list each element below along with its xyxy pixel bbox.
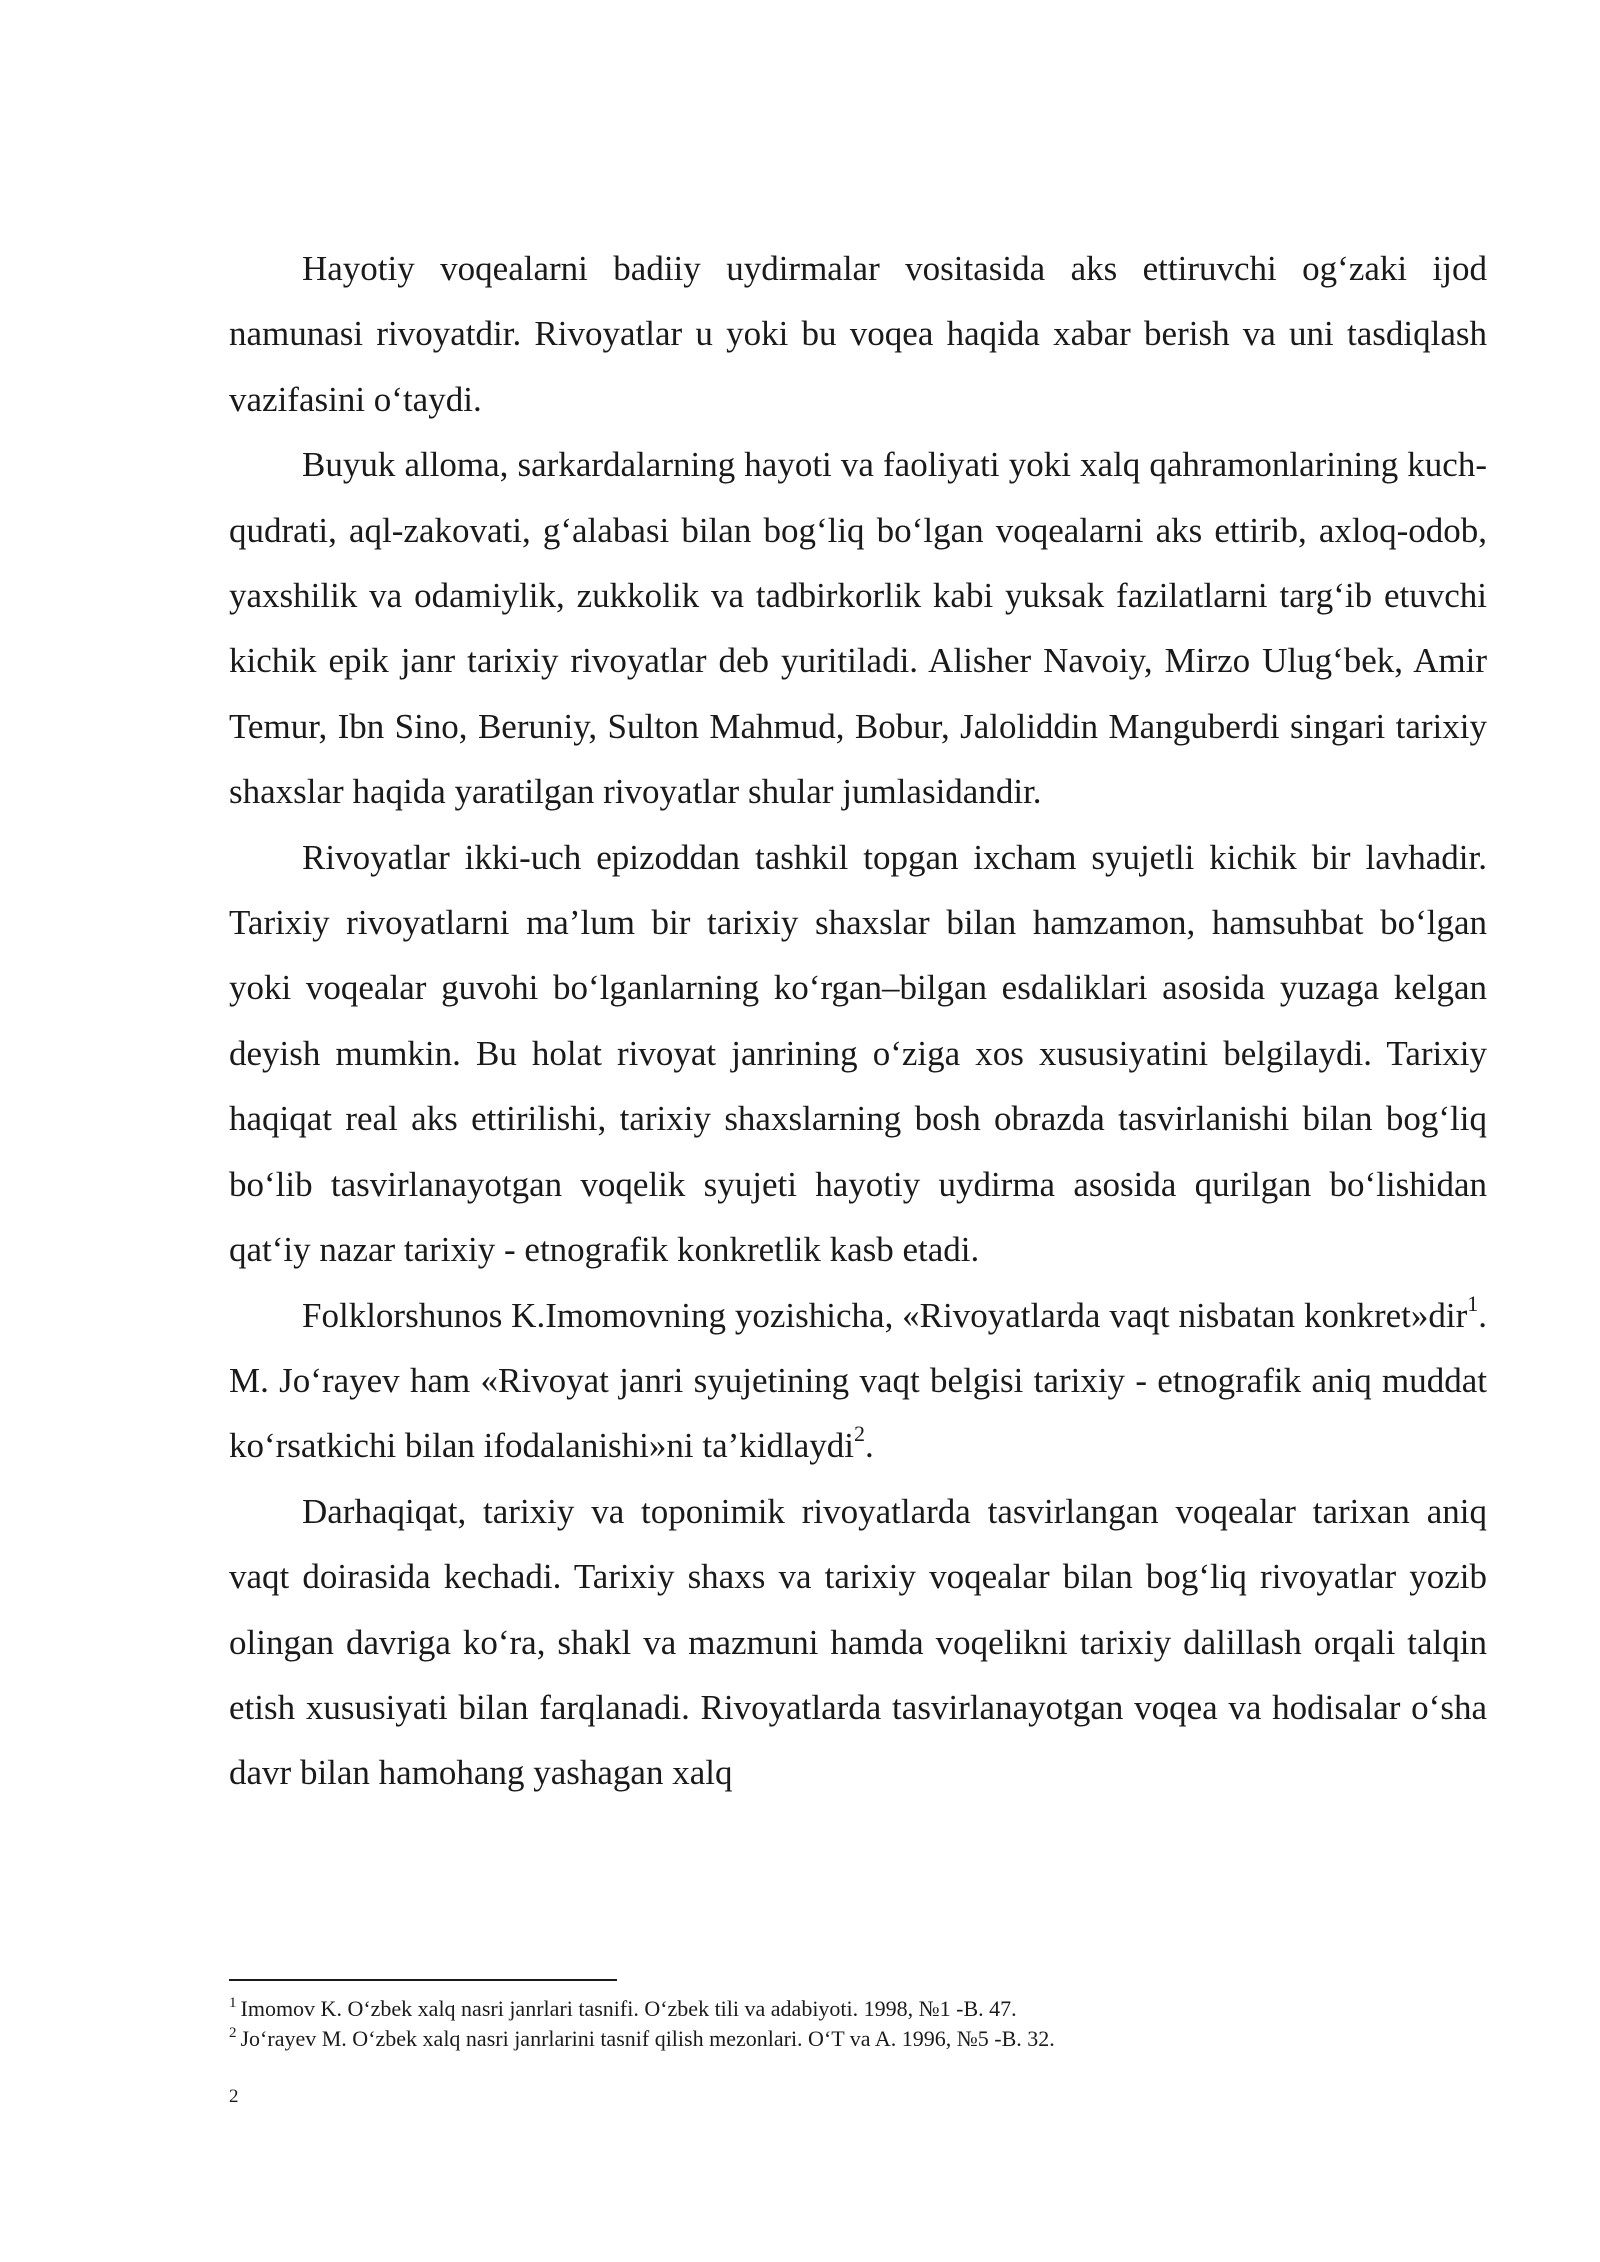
body-text: [229, 236, 1487, 1806]
footnote-2: [229, 2024, 1487, 2054]
paragraph-text-part: .: [865, 1426, 874, 1466]
paragraph-with-footnote-refs: [229, 1283, 1487, 1479]
footnote-1: [229, 1994, 1487, 2024]
paragraph: Darhaqiqat, tarixiy va toponimik rivoyatlarda tasvirlangan voqealar tarixan aniq vaqt doirasida kechadi. Tarixiy shaxs va tarixiy voqealar bilan bog‘liq rivoyatlar yozib olingan davriga ko‘ra, shakl va mazmuni hamda voqelikni tarixiy dalillash orqali talqin etish xususiyati bilan farqlanadi. Rivoyatlarda tasvirlanayotgan voqea va hodisalar o‘sha davr bilan hamohang yashagan xalq: [229, 1491, 1487, 1793]
footnote-ref-1[interactable]: 1: [1467, 1290, 1479, 1316]
footnote-separator: [229, 1979, 617, 1981]
paragraph: Hayotiy voqealarni badiiy uydirmalar vositasida aks ettiruvchi og‘zaki ijod namunasi rivoyatdir. Rivoyatlar u yoki bu voqea haqida xabar berish va uni tasdiqlash vazifasini o‘taydi.: [229, 249, 1487, 419]
footnote-ref-2[interactable]: 2: [854, 1421, 865, 1447]
page-number: 2: [229, 2086, 239, 2107]
footnote-text: Jo‘rayev M. O‘zbek xalq nasri janrlarini tasnif qilish mezonlari. O‘T va A. 1996, №5 -B. 32.: [240, 2026, 1055, 2051]
footnotes: [229, 1994, 1487, 2054]
paragraph-text-part: . M. Jo‘rayev ham «Rivoyat janri syujetining vaqt belgisi tarixiy - etnografik aniq muddat ko‘rsatkichi bilan ifodalanishi»ni ta’kidlaydi: [229, 1295, 1487, 1466]
footnote-number: 1: [229, 1995, 237, 2011]
footnote-text: Imomov K. O‘zbek xalq nasri janrlari tasnifi. O‘zbek tili va adabiyoti. 1998, №1 -B. 47.: [240, 1996, 1017, 2021]
paragraph: Buyuk alloma, sarkardalarning hayoti va faoliyati yoki xalq qahramonlarining kuch-qudrati, aql-zakovati, g‘alabasi bilan bog‘liq bo‘lgan voqealarni aks ettirib, axloq-odob, yaxshilik va odamiylik, zukkolik va tadbirkorlik kabi yuksak fazilatlarni targ‘ib etuvchi kichik epik janr tarixiy rivoyatlar deb yuritiladi. Alisher Navoiy, Mirzo Ulug‘bek, Amir Temur, Ibn Sino, Beruniy, Sulton Mahmud, Bobur, Jaloliddin Manguberdi singari tarixiy shaxslar haqida yaratilgan rivoyatlar shular jumlasidandir.: [229, 445, 1487, 812]
footnote-number: 2: [229, 2025, 237, 2041]
paragraph: Rivoyatlar ikki-uch epizoddan tashkil topgan ixcham syujetli kichik bir lavhadir. Tarixiy rivoyatlarni ma’lum bir tarixiy shaxslar bilan hamzamon, hamsuhbat bo‘lgan yoki voqealar guvohi bo‘lganlarning ko‘rgan–bilgan esdaliklari asosida yuzaga kelgan deyish mumkin. Bu holat rivoyat janrining o‘ziga xos xususiyatini belgilaydi. Tarixiy haqiqat real aks ettirilishi, tarixiy shaxslarning bosh obrazda tasvirlanishi bilan bog‘liq bo‘lib tasvirlanayotgan voqelik syujeti hayotiy uydirma asosida qurilgan bo‘lishidan qat‘iy nazar tarixiy - etnografik konkretlik kasb etadi.: [229, 837, 1487, 1270]
paragraph-text-part: Folklorshunos K.Imomovning yozishicha, «Rivoyatlarda vaqt nisbatan konkret»dir: [302, 1295, 1468, 1335]
